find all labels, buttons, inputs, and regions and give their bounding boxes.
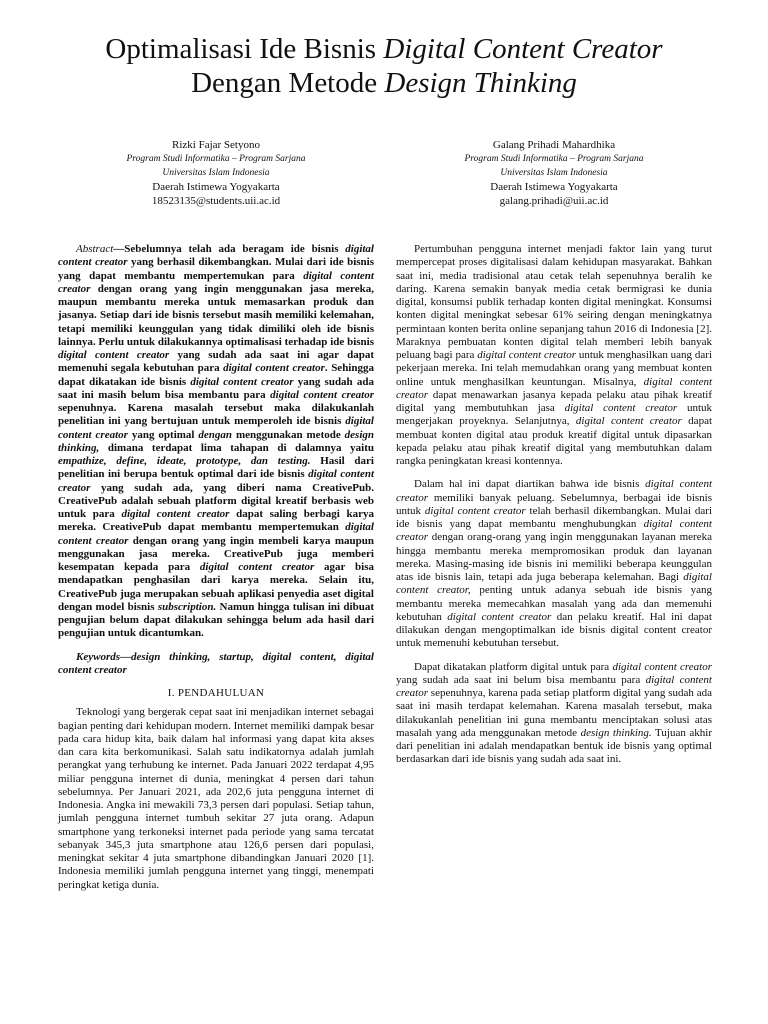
body-text: dan pelaku kreatif. Hal ini dapat dilakukan dengan mengoptimalkan ide bisnis digital content creator untuk memenuhi kebutuhan tersebut. bbox=[396, 610, 712, 650]
abstract-text: dapat saling berbagi karya mereka. CreativePub dapat membantu mempertemukan bbox=[58, 508, 374, 534]
abstract-text: yang optimal bbox=[127, 428, 199, 441]
body-emphasis: digital content creator bbox=[396, 673, 712, 699]
body-text: sepenuhnya, karena pada setiap platform digital yang sudah ada saat ini masih terdapat kelemahan. Karena masalah tersebut, maka dilakukanlah penelitian ini guna membantu menciptakan solusi atas masalah yang ada menggunakan metode bbox=[396, 687, 712, 739]
title-line-1 bbox=[40, 32, 728, 66]
abstract-emphasis: digital content creator bbox=[121, 508, 230, 520]
abstract-emphasis: digital content creator bbox=[58, 521, 374, 547]
abstract-emphasis: subscription. bbox=[157, 600, 217, 613]
body-text: telah berhasil dikembangkan. Mulai dari ide bisnis yang dapat membantu menghubungkan bbox=[396, 504, 712, 530]
title-line-2 bbox=[40, 66, 728, 100]
author-name: Rizki Fajar Setyono bbox=[172, 139, 260, 151]
title-line-2-roman: Dengan Metode bbox=[191, 67, 385, 99]
body-emphasis: digital content creator, bbox=[396, 571, 712, 597]
author-university: Universitas Islam Indonesia bbox=[162, 168, 270, 178]
author-block-2 bbox=[404, 138, 704, 208]
abstract-emphasis: digital content creator bbox=[199, 561, 315, 573]
body-emphasis: digital content creator bbox=[564, 402, 678, 414]
abstract-emphasis: design thinking, bbox=[58, 428, 375, 454]
title-line-1-italic: Digital Content Creator bbox=[383, 33, 663, 65]
abstract-emphasis: digital content creator bbox=[58, 415, 374, 441]
right-column bbox=[396, 243, 712, 777]
abstract-text: menggunakan metode bbox=[232, 428, 345, 441]
abstract-text: Hasil dari penelitian ini berupa bentuk optimal dari ide bisnis bbox=[58, 455, 374, 481]
body-text: penting untuk adanya sebuah ide bisnis yang membantu mereka memecahkan masalah yang ada dan memenuhi kebutuhan bbox=[396, 584, 712, 623]
abstract-text: dimana terdapat lima tahapan di dalamnya yaitu bbox=[99, 441, 374, 454]
abstract-emphasis: digital content creator bbox=[223, 362, 325, 375]
body-emphasis: design thinking. bbox=[580, 726, 652, 739]
body-text: yang sudah ada saat ini belum bisa membantu para bbox=[396, 673, 646, 686]
abstract-text: dengan orang yang ingin membeli karya maupun menggunakan jasa mereka. CreativePub juga memberi kesempatan kepada para bbox=[58, 534, 375, 573]
intro-paragraph: Teknologi yang bergerak cepat saat ini menjadikan internet sebagai bagian penting dari kehidupan modern. Internet memiliki dampak besar pada cara hidup kita, baik dalam hal informasi yang dapat kita akses dan cara kita berkomunikasi. Salah satu indikatornya adalah jumlah perangkat yang terhubung ke internet. Pada Januari 2022 terdapat 4,95 miliar pengguna internet di dunia, meningkat 4 persen dari tahun sebelumnya. Per Januari 2021, ada 202,6 juta pengguna internet di Indonesia. Angka ini mewakili 73,3 persen dari populasi. Setiap tahun, jumlah pengguna internet tumbuh sekitar 27 juta orang. Adapun smartphone yang terkoneksi internet pada periode yang sama tercatat sebanyak 345,3 juta smartphone atau 126,6 persen dari populasi, meningkat sekitar 4 juta smartphone dibandingkan Januari 2020 [1]. Indonesia memiliki jumlah pengguna internet yang tinggi, menempati peringkat ketiga dunia. bbox=[58, 706, 374, 891]
author-program: Program Studi Informatika – Program Sarjana bbox=[464, 154, 644, 164]
author-email: 18523135@students.uii.ac.id bbox=[151, 195, 281, 207]
paper-title bbox=[40, 32, 728, 100]
body-text: Dalam hal ini dapat diartikan bahwa ide bisnis bbox=[414, 478, 646, 491]
keywords: Keywords—design thinking, startup, digital content, digital content creator bbox=[58, 650, 374, 676]
body-text: Tujuan akhir dari penelitian ini adalah mendapatkan bentuk ide bisnis yang optimal berdasarkan dari ide bisnis yang sudah ada saat ini. bbox=[396, 726, 712, 766]
abstract-text: . Sehingga dapat dikatakan ide bisnis bbox=[58, 362, 374, 388]
title-line-1-roman: Optimalisasi Ide Bisnis bbox=[105, 33, 384, 65]
body-emphasis: digital content creator bbox=[477, 349, 576, 361]
abstract-emphasis: digital content creator bbox=[270, 388, 374, 401]
abstract-emphasis: dengan bbox=[198, 428, 233, 441]
body-emphasis: digital content creator bbox=[447, 610, 552, 623]
abstract-emphasis: digital content creator bbox=[58, 269, 374, 295]
abstract-emphasis: digital content creator bbox=[58, 243, 374, 269]
body-text: untuk mengerjakan proyeknya. Selanjutnya, bbox=[396, 402, 713, 428]
body-paragraph-1 bbox=[396, 243, 712, 468]
title-line-2-italic: Design Thinking bbox=[384, 67, 577, 99]
body-emphasis: digital content creator bbox=[396, 478, 712, 504]
body-emphasis: digital content creator bbox=[396, 518, 712, 544]
abstract-text: Namun hingga tulisan ini dibuat pengujian belum dapat dilakukan sehingga belum ada hasil dari pengujian untuk dicantumkan. bbox=[58, 600, 374, 640]
body-emphasis: digital content creator bbox=[396, 375, 713, 401]
body-emphasis: digital content creator bbox=[575, 415, 682, 428]
body-text: memiliki banyak peluang. Sebelumnya, berbagai ide bisnis untuk bbox=[396, 491, 712, 517]
author-program: Program Studi Informatika – Program Sarjana bbox=[126, 154, 306, 164]
left-column bbox=[58, 243, 374, 902]
abstract bbox=[58, 243, 374, 641]
author-name: Galang Prihadi Mahardhika bbox=[492, 139, 616, 151]
body-text: Dapat dikatakan platform digital untuk para bbox=[414, 660, 613, 673]
author-email: galang.prihadi@uii.ac.id bbox=[499, 195, 609, 207]
body-text: untuk menghasilkan uang dari pekerjaan mereka. Ini telah memudahkan orang yang membuat konten online untuk menghasilkan keuntungan. Misalnya, bbox=[396, 349, 712, 388]
author-region: Daerah Istimewa Yogyakarta bbox=[152, 181, 280, 193]
body-text: Pertumbuhan pengguna internet menjadi faktor lain yang turut mempercepat proses digitalisasi dalam kehidupan masyarakat. Bahkan saat ini, media tradisional atau cetak telah sepenuhnya beralih ke daring. Karena semakin banyak media cetak bermigrasi ke dunia digital, konsumsi publik terhadap konten digital meningkat. Konsumsi konten digital meningkat sebesar 61% seiring dengan meningkatnya permintaan konten berita online sepanjang tahun 2016 di Indonesia [2]. Maraknya pembuatan konten digital telah memberi lebih banyak peluang bagi para bbox=[396, 243, 712, 361]
author-university: Universitas Islam Indonesia bbox=[500, 168, 608, 178]
section-heading-pendahuluan: I. PENDAHULUAN bbox=[167, 687, 265, 699]
author-region: Daerah Istimewa Yogyakarta bbox=[490, 181, 618, 193]
abstract-emphasis: digital content creator bbox=[58, 349, 170, 361]
abstract-emphasis: digital content creator bbox=[190, 375, 294, 388]
abstract-text: dengan orang yang ingin menggunakan jasa mereka, maupun membantu mereka untuk memasarkan produk dan jasanya. Setiap dari ide bisnis tersebut masih memiliki kelemahan, tetapi memiliki keunggulan yang tidak dimiliki oleh ide bisnis lainnya. Perlu untuk dilakukannya optimalisasi terhadap ide bisnis bbox=[58, 282, 374, 348]
body-paragraph-2 bbox=[396, 478, 712, 650]
body-text: dengan orang-orang yang ingin menggunakan layanan mereka hingga membantu mereka mempromosikan produk dan layanan mereka. Masing-masing ide bisnis ini memiliki beberapa keunggulan atas ide bisnis lain, tetapi ada juga beberapa kelemahan. Bagi bbox=[396, 531, 712, 583]
body-paragraph-3 bbox=[396, 661, 712, 767]
body-emphasis: digital content creator bbox=[612, 660, 712, 673]
abstract-text: yang sudah ada saat ini masih belum bisa membantu para bbox=[58, 375, 374, 401]
body-text: dapat menawarkan jasanya kepada pelaku atau pihak kreatif digital yang membutuhkan jasa bbox=[396, 388, 712, 414]
abstract-text: yang sudah ada, yang diberi nama CreativePub. CreativePub adalah sebuah platform digital kreatif berbasis web untuk para bbox=[58, 481, 374, 520]
abstract-text: sepenuhnya. Karena masalah tersebut maka dilakukanlah penelitian ini yang bertujuan untuk memperoleh ide bisnis bbox=[58, 402, 374, 428]
abstract-text: agar bisa mendapatkan penghasilan dari karya mereka. Selain itu, CreativePub juga merupakan sebuah aplikasi penyedia aset digital dengan model bisnis bbox=[58, 561, 374, 613]
author-block-1 bbox=[66, 138, 366, 208]
abstract-emphasis: digital content creator bbox=[58, 468, 375, 494]
abstract-text: —Sebelumnya telah ada beragam ide bisnis bbox=[113, 243, 346, 255]
abstract-emphasis: empathize, define, ideate, prototype, dan testing. bbox=[58, 455, 311, 467]
body-text: dapat membuat konten digital atau produk kreatif digital untuk dipasarkan kepada pelaku atau pihak kreatif digital yang membutuhkan dalam rangka peningkatan kreasi kontennya. bbox=[396, 415, 713, 467]
abstract-text: yang berhasil dikembangkan. Mulai dari ide bisnis yang dapat membantu mempertemukan para bbox=[58, 256, 375, 282]
body-emphasis: digital content creator bbox=[424, 504, 526, 517]
abstract-lead: Abstract bbox=[76, 243, 114, 255]
abstract-text: yang sudah ada saat ini agar dapat memenuhi segala kebutuhan para bbox=[58, 349, 374, 375]
